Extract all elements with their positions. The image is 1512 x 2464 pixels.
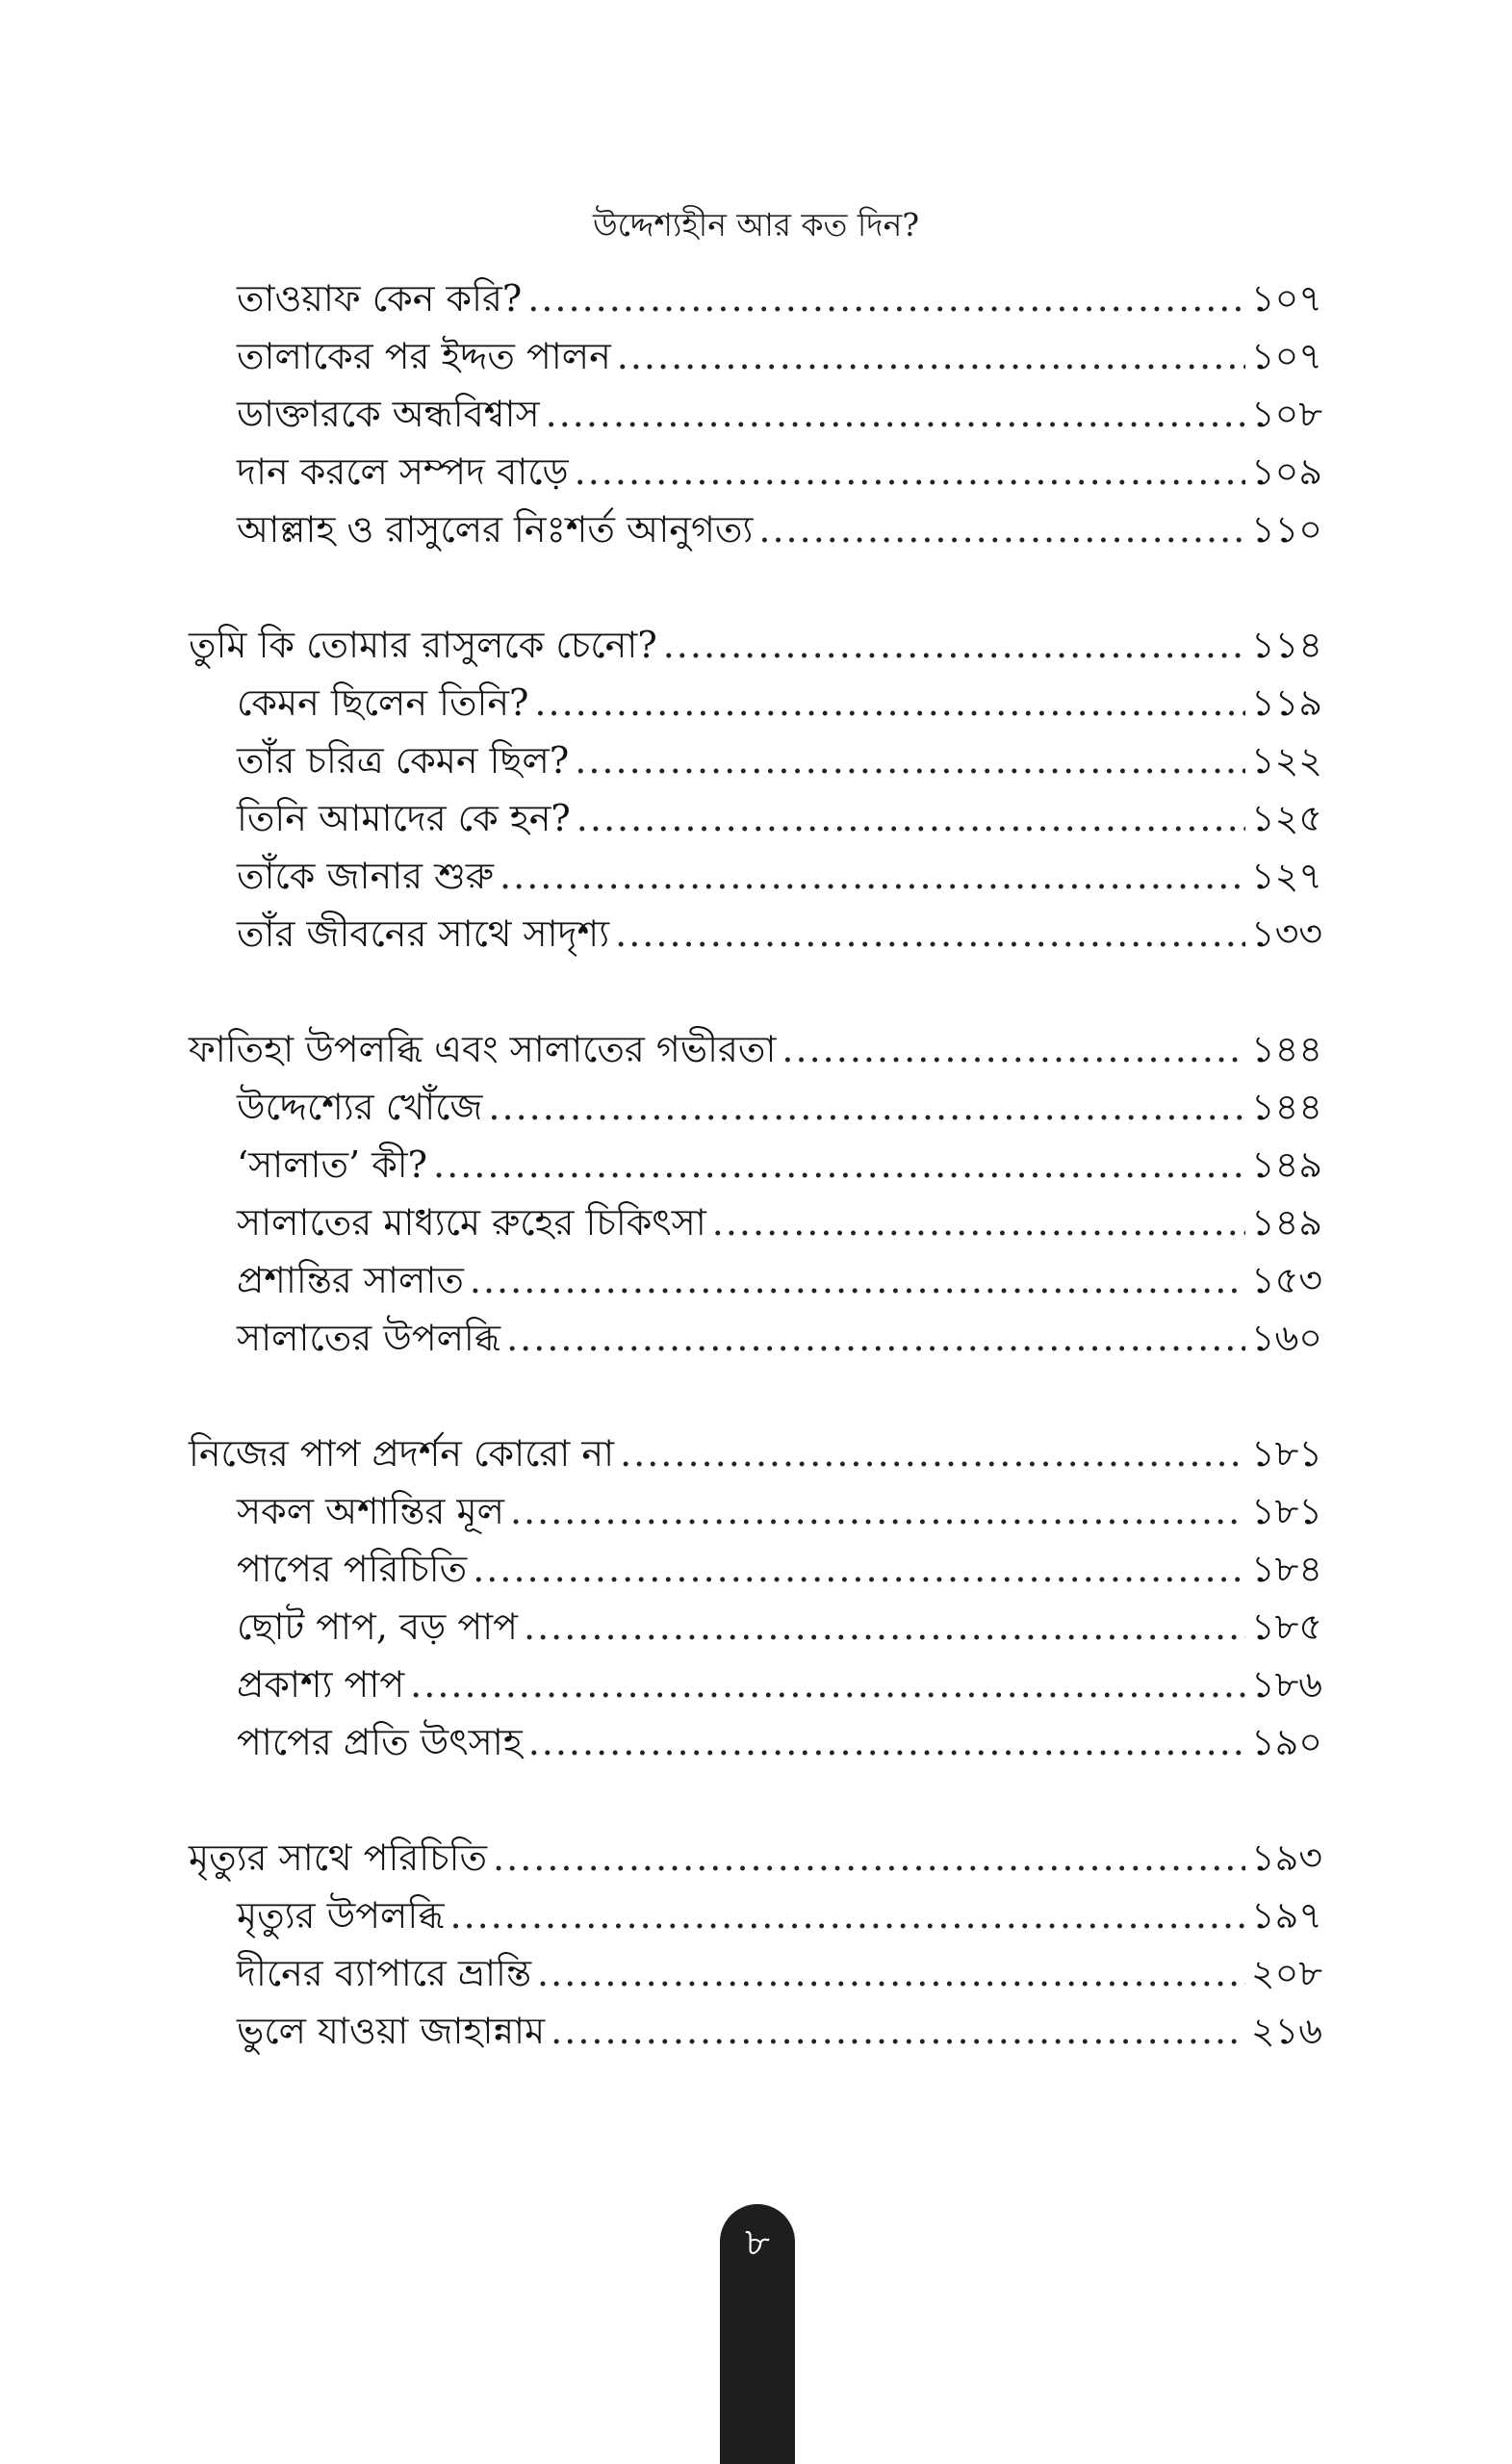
toc-entry[interactable] <box>189 443 1322 500</box>
toc-entry[interactable] <box>189 2002 1322 2060</box>
toc-entry-title: সালাতের মাধ্যমে রুহের চিকিৎসা <box>237 1201 706 1244</box>
toc-entry-title: কেমন ছিলেন তিনি? <box>237 681 529 724</box>
toc-entry[interactable] <box>189 1078 1322 1136</box>
dot-leader <box>493 1829 1245 1886</box>
toc-entry-page: ১০৮ <box>1250 393 1322 435</box>
toc-entry[interactable] <box>189 905 1322 962</box>
toc-entry[interactable] <box>189 1656 1322 1713</box>
toc-entry-page: ১২৭ <box>1250 855 1322 897</box>
toc-chapter-page: ১৯৩ <box>1250 1836 1322 1879</box>
dot-leader <box>506 1309 1245 1367</box>
toc-entry-title: আল্লাহ ও রাসুলের নিঃশর্ত আনুগত্য <box>237 508 754 551</box>
toc-entry-title: পাপের পরিচিতি <box>237 1548 468 1590</box>
toc-section <box>189 1424 1322 1771</box>
toc-entry-title: ভুলে যাওয়া জাহান্নাম <box>237 2010 546 2052</box>
toc-entry-title: তিনি আমাদের কে হন? <box>237 797 571 839</box>
dot-leader <box>470 1251 1245 1309</box>
toc-entry-page: ১৯০ <box>1250 1721 1322 1763</box>
toc-chapter-heading[interactable] <box>189 1020 1322 1078</box>
toc-entry[interactable] <box>189 1136 1322 1194</box>
toc-entry[interactable] <box>189 1194 1322 1251</box>
toc-entry-title: সালাতের উপলব্ধি <box>237 1317 501 1359</box>
toc-entry-page: ১৫৩ <box>1250 1259 1322 1301</box>
toc-entry-page: ২১৬ <box>1250 2010 1322 2052</box>
toc-entry-title: ছোট পাপ, বড় পাপ <box>237 1605 518 1648</box>
toc-chapter-heading[interactable] <box>189 1424 1322 1482</box>
page-number: ৮ <box>745 2220 770 2265</box>
dot-leader <box>577 789 1245 847</box>
dot-leader <box>473 1540 1245 1598</box>
dot-leader <box>510 1482 1245 1540</box>
toc-entry-page: ১০৭ <box>1250 277 1322 320</box>
dot-leader <box>575 732 1245 789</box>
table-of-contents <box>189 270 1322 2060</box>
dot-leader <box>488 1078 1245 1136</box>
dot-leader <box>551 2002 1245 2060</box>
dot-leader <box>500 847 1245 905</box>
toc-entry-title: পাপের প্রতি উৎসাহ <box>237 1721 523 1763</box>
toc-entry-page: ১৮৪ <box>1251 1548 1322 1590</box>
dot-leader <box>524 1598 1245 1656</box>
toc-entry-title: দান করলে সম্পদ বাড়ে <box>237 450 569 493</box>
toc-entry-page: ১৪৪ <box>1251 1086 1322 1128</box>
toc-entry-title: ‘সালাত’ কী? <box>237 1143 428 1186</box>
toc-entry-title: ডাক্তারকে অন্ধবিশ্বাস <box>237 393 540 435</box>
toc-entry[interactable] <box>189 1944 1322 2002</box>
toc-entry[interactable] <box>189 1886 1322 1944</box>
toc-entry-title: সকল অশান্তির মূল <box>237 1490 504 1532</box>
toc-entry-page: ১৩৩ <box>1250 912 1322 955</box>
toc-entry[interactable] <box>189 1713 1322 1771</box>
toc-entry[interactable] <box>189 1309 1322 1367</box>
toc-entry[interactable] <box>189 385 1322 443</box>
dot-leader <box>782 1020 1245 1078</box>
toc-chapter-heading[interactable] <box>189 1829 1322 1886</box>
toc-chapter-title: তুমি কি তোমার রাসুলকে চেনো? <box>189 624 657 666</box>
toc-chapter-title: মৃত্যুর সাথে পরিচিতি <box>189 1836 488 1879</box>
toc-entry[interactable] <box>189 1598 1322 1656</box>
toc-chapter-heading[interactable] <box>189 616 1322 674</box>
toc-entry-page: ১০৭ <box>1250 335 1322 377</box>
toc-chapter-page: ১১৪ <box>1251 624 1322 666</box>
toc-entry-page: ১৯৭ <box>1250 1894 1322 1937</box>
toc-section <box>189 1829 1322 2060</box>
toc-entry-page: ১২৫ <box>1250 797 1322 839</box>
dot-leader <box>534 674 1245 732</box>
dot-leader <box>663 616 1245 674</box>
toc-entry-page: ১৮৬ <box>1250 1663 1322 1706</box>
dot-leader <box>527 270 1245 327</box>
toc-entry[interactable] <box>189 674 1322 732</box>
dot-leader <box>528 1713 1245 1771</box>
toc-entry-page: ১৪৯ <box>1251 1201 1322 1244</box>
toc-entry-page: ১৮১ <box>1251 1490 1322 1532</box>
toc-entry-page: ১৬০ <box>1250 1317 1322 1359</box>
toc-entry[interactable] <box>189 500 1322 558</box>
toc-entry[interactable] <box>189 732 1322 789</box>
toc-entry-title: দীনের ব্যাপারে ভ্রান্তি <box>237 1952 532 1994</box>
toc-entry-page: ১১০ <box>1250 508 1322 551</box>
toc-section <box>189 270 1322 558</box>
toc-entry-page: ১২২ <box>1250 739 1322 782</box>
toc-chapter-title: ফাতিহা উপলব্ধি এবং সালাতের গভীরতা <box>189 1028 777 1070</box>
toc-entry-page: ২০৮ <box>1250 1952 1322 1994</box>
toc-chapter-page: ১৮১ <box>1251 1432 1322 1475</box>
dot-leader <box>617 327 1245 385</box>
toc-entry[interactable] <box>189 270 1322 327</box>
dot-leader <box>433 1136 1245 1194</box>
toc-entry-title: তাঁর জীবনের সাথে সাদৃশ্য <box>237 912 610 955</box>
toc-entry[interactable] <box>189 327 1322 385</box>
toc-entry-title: তালাকের পর ইদ্দত পালন <box>237 335 611 377</box>
toc-entry-title: উদ্দেশ্যের খোঁজে <box>237 1086 483 1128</box>
toc-entry-title: তাঁকে জানার শুরু <box>237 855 495 897</box>
dot-leader <box>537 1944 1245 2002</box>
running-head: উদ্দেশ্যহীন আর কত দিন? <box>592 206 920 244</box>
toc-entry-title: মৃত্যুর উপলব্ধি <box>237 1894 445 1937</box>
dot-leader <box>575 443 1245 500</box>
toc-section <box>189 1020 1322 1367</box>
dot-leader <box>758 500 1245 558</box>
dot-leader <box>620 1424 1245 1482</box>
toc-chapter-title: নিজের পাপ প্রদর্শন কোরো না <box>189 1432 615 1475</box>
dot-leader <box>712 1194 1245 1251</box>
toc-entry-page: ১৮৫ <box>1251 1605 1322 1648</box>
toc-entry-page: ১১৯ <box>1251 681 1322 724</box>
toc-entry-title: তাওয়াফ কেন করি? <box>237 277 523 320</box>
dot-leader <box>410 1656 1245 1713</box>
toc-entry-title: প্রশান্তির সালাত <box>237 1259 464 1301</box>
toc-chapter-page: ১৪৪ <box>1251 1028 1322 1070</box>
toc-entry-title: তাঁর চরিত্র কেমন ছিল? <box>237 739 570 782</box>
toc-entry[interactable] <box>189 789 1322 847</box>
toc-entry-page: ১৪৯ <box>1251 1143 1322 1186</box>
dot-leader <box>615 905 1245 962</box>
toc-entry-page: ১০৯ <box>1250 450 1322 493</box>
toc-entry[interactable] <box>189 1251 1322 1309</box>
toc-entry[interactable] <box>189 847 1322 905</box>
toc-entry-title: প্রকাশ্য পাপ <box>237 1663 405 1706</box>
toc-entry[interactable] <box>189 1482 1322 1540</box>
toc-section <box>189 616 1322 962</box>
toc-entry[interactable] <box>189 1540 1322 1598</box>
dot-leader <box>449 1886 1244 1944</box>
dot-leader <box>546 385 1245 443</box>
